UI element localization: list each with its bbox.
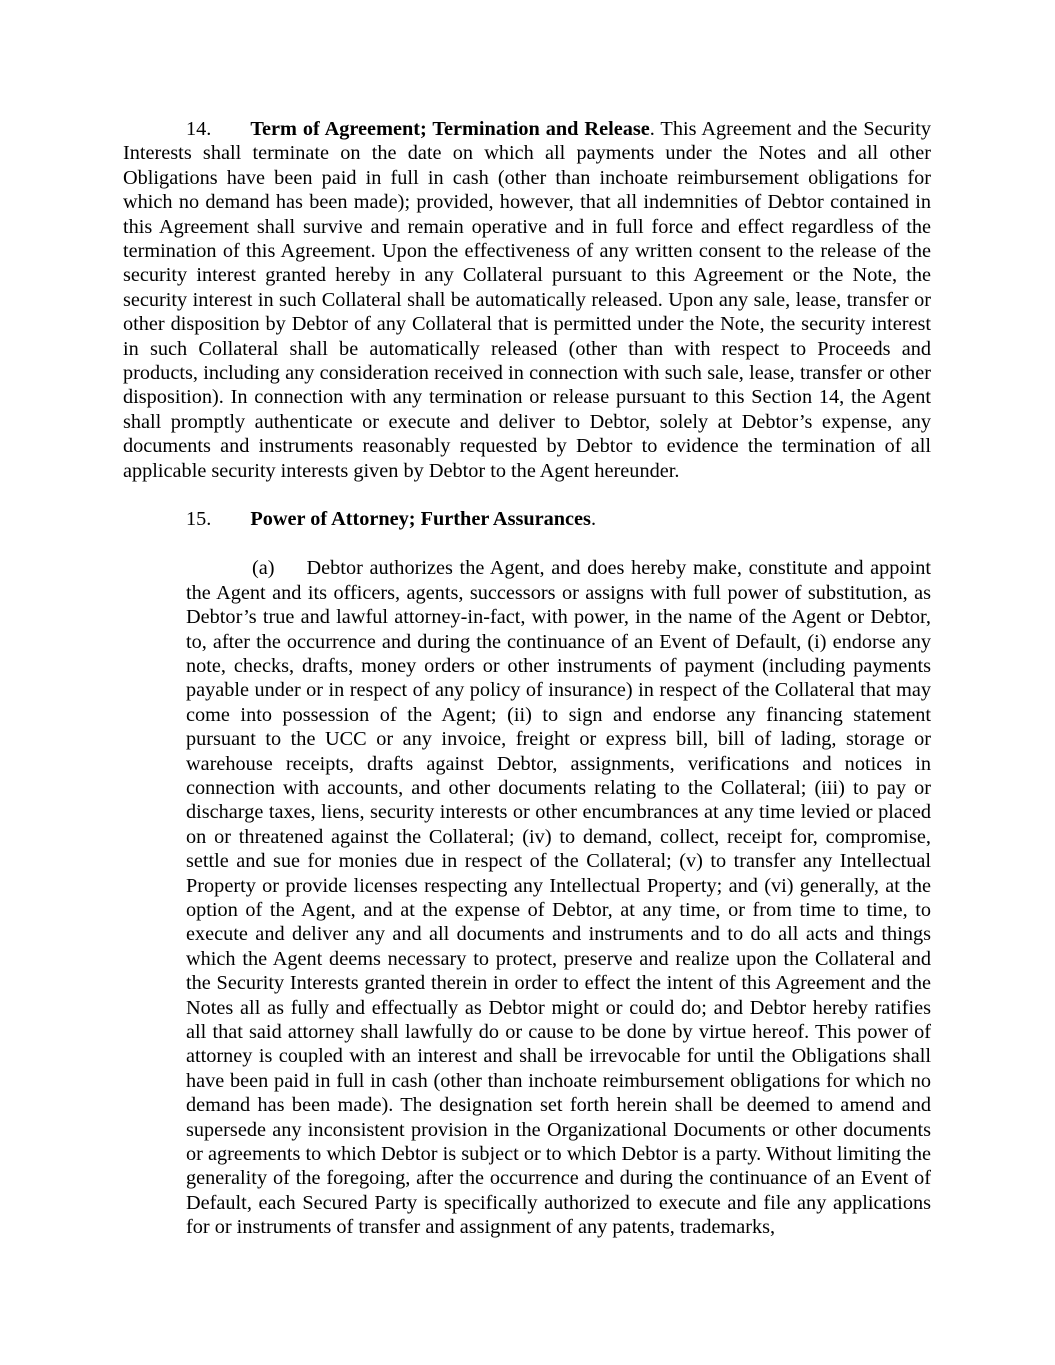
tab-space bbox=[275, 573, 307, 574]
section-14-heading: Term of Agreement; Termination and Release bbox=[250, 118, 650, 140]
tab-space bbox=[211, 524, 250, 525]
subsection-a-paragraph bbox=[186, 556, 931, 1239]
section-15-number: 15. bbox=[186, 508, 212, 531]
subsection-a-label: (a) bbox=[252, 557, 275, 580]
section-15-heading-line bbox=[123, 507, 931, 531]
section-14-body: . This Agreement and the Security Interests shall terminate on the date on which all payments under the Notes and all other Obligations have been paid in full in cash (other than inchoate reimbursement obligations for which no demand has been made); provided, however, that all indemnities of Debtor contained in this Agreement shall survive and remain operative and in full force and effect regardless of the termination of this Agreement. Upon the effectiveness of any written consent to the release of the security interest granted hereby in any Collateral pursuant to this Agreement or the Note, the security interest in such Collateral shall be automatically released. Upon any sale, lease, transfer or other disposition by Debtor of any Collateral that is permitted under the Note, the security interest in such Collateral shall be automatically released (other than with respect to Proceeds and products, including any consideration received in connection with such sale, lease, transfer or other disposition). In connection with any termination or release pursuant to this Section 14, the Agent shall promptly authenticate or execute and deliver to Debtor, solely at Debtor’s expense, any documents and instruments reasonably requested by Debtor to evidence the termination of all applicable security interests given by Debtor to the Agent hereunder. bbox=[123, 118, 931, 482]
subsection-a-body: Debtor authorizes the Agent, and does hereby make, constitute and appoint the Agent and its officers, agents, successors or assigns with full power of substitution, as Debtor’s true and lawful attorney-in-fact, with power, in the name of the Agent or Debtor, to, after the occurrence and during the continuance of an Event of Default, (i) endorse any note, checks, drafts, money orders or other instruments of payment (including payments payable under or in respect of any policy of insurance) in respect of the Collateral that may come into possession of the Agent; (ii) to sign and endorse any financing statement pursuant to the UCC or any invoice, freight or express bill, bill of lading, storage or warehouse receipts, drafts against Debtor, assignments, verifications and notices in connection with accounts, and other documents relating to the Collateral; (iii) to pay or discharge taxes, liens, security interests or other encumbrances at any time levied or placed on or threatened against the Collateral; (iv) to demand, collect, receipt for, compromise, settle and sue for monies due in respect of the Collateral; (v) to transfer any Intellectual Property or provide licenses respecting any Intellectual Property; and (vi) generally, at the option of the Agent, and at the expense of Debtor, at any time, or from time to time, to execute and deliver any and all documents and instruments and to do all acts and things which the Agent deems necessary to protect, preserve and realize upon the Collateral and the Security Interests granted therein in order to effect the intent of this Agreement and the Notes all as fully and effectually as Debtor might or could do; and Debtor hereby ratifies all that said attorney shall lawfully do or cause to be done by virtue hereof. This power of attorney is coupled with an interest and shall be irrevocable for until the Obligations shall have been paid in full in cash (other than inchoate reimbursement obligations for which no demand has been made). The designation set forth herein shall be deemed to amend and supersede any inconsistent provision in the Organizational Documents or other documents or agreements to which Debtor is subject or to which Debtor is a party. Without limiting the generality of the foregoing, after the occurrence and during the continuance of an Event of Default, each Secured Party is specifically authorized to execute and file any applications for or instruments of transfer and assignment of any patents, trademarks, bbox=[186, 557, 931, 1239]
section-15-heading: Power of Attorney; Further Assurances bbox=[250, 508, 591, 531]
section-14-number: 14. bbox=[186, 118, 212, 140]
section-15-heading-period: . bbox=[590, 508, 597, 531]
section-14-paragraph bbox=[123, 117, 931, 483]
tab-space bbox=[211, 134, 250, 135]
